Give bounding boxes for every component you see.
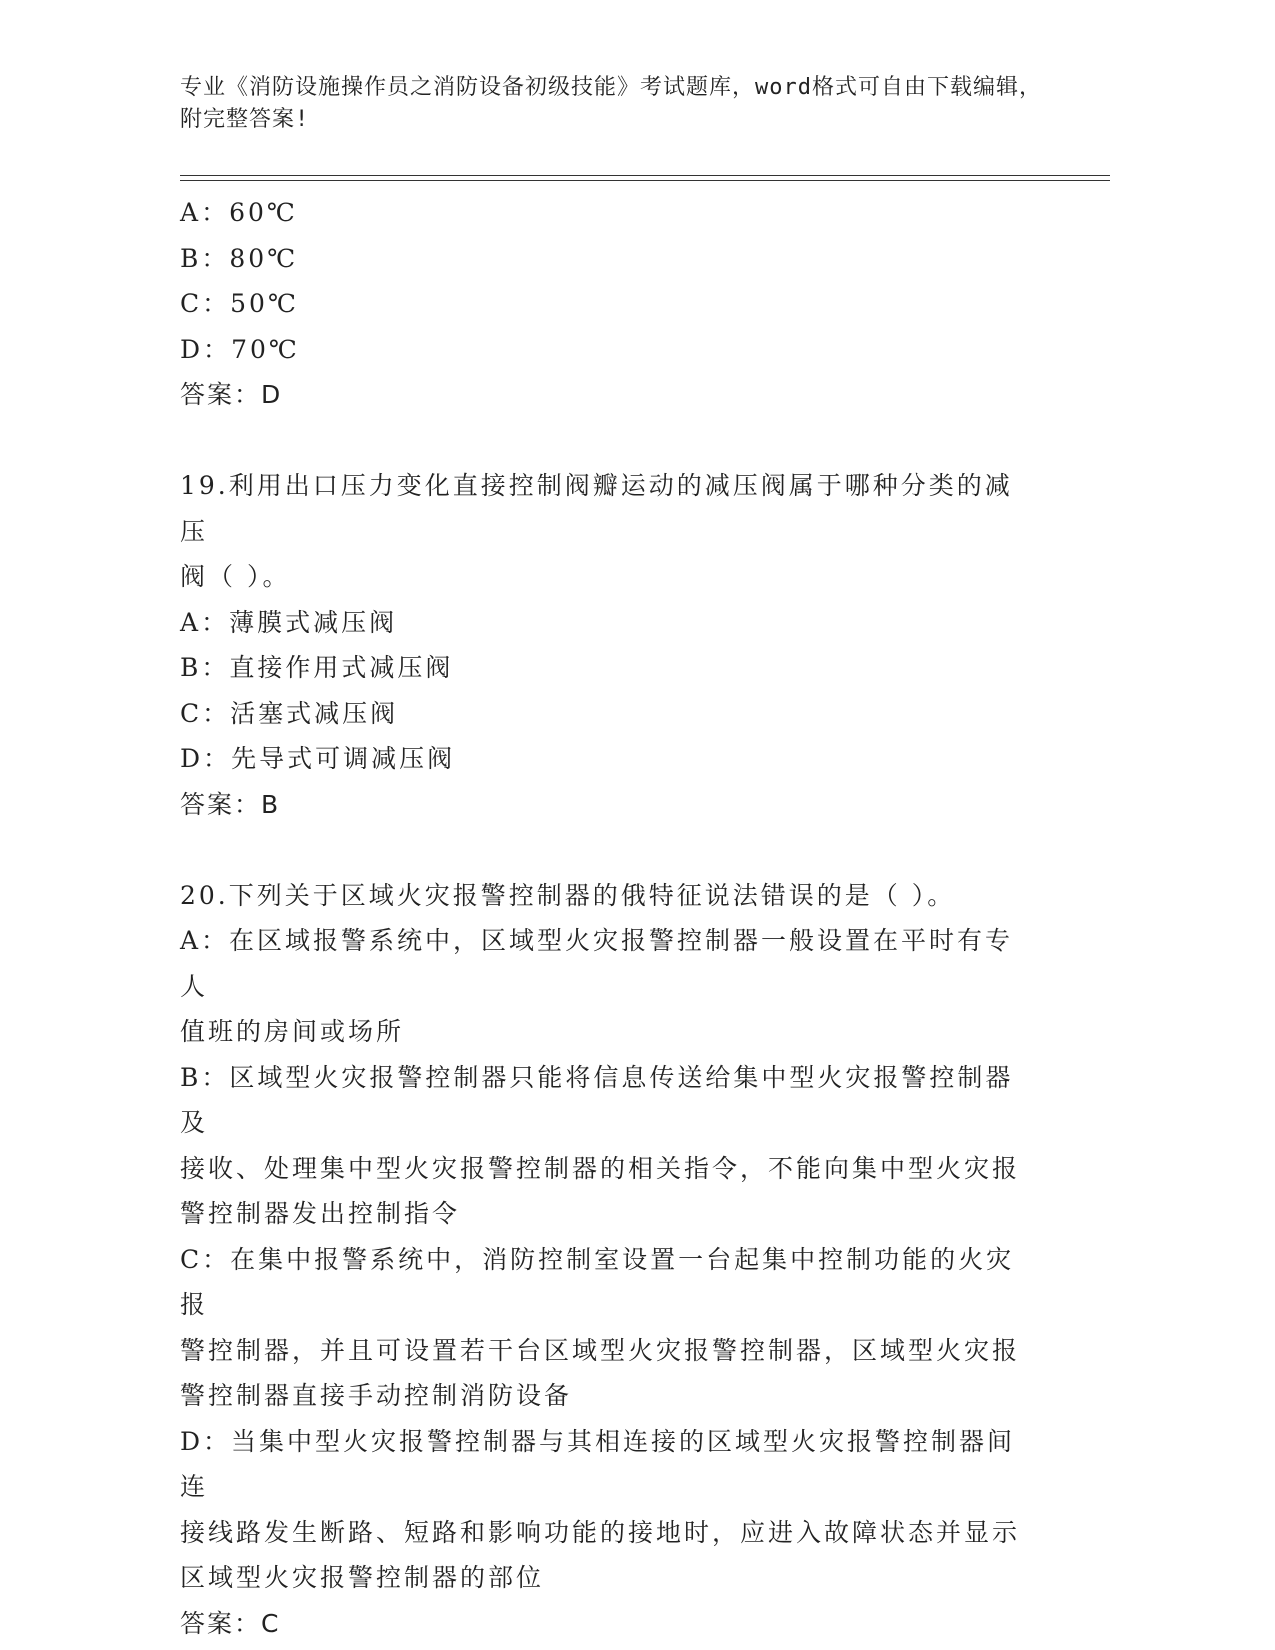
answer-19: 答案：B xyxy=(180,789,281,819)
option-d: D：70℃ xyxy=(180,334,300,364)
question-18 xyxy=(180,190,1040,418)
option-b-cont: 警控制器发出控制指令 xyxy=(180,1199,461,1228)
question-stem-cont: 阀（ ）。 xyxy=(180,562,291,591)
option-a: A：在区域报警系统中，区域型火灾报警控制器一般设置在平时有专人 xyxy=(180,926,1014,1001)
question-stem: 20.下列关于区域火灾报警控制器的俄特征说法错误的是（ ）。 xyxy=(180,880,956,910)
option-a-cont: 值班的房间或场所 xyxy=(180,1017,405,1046)
question-19 xyxy=(180,463,1040,828)
option-d: D：当集中型火灾报警控制器与其相连接的区域型火灾报警控制器间连 xyxy=(180,1426,1016,1501)
option-c-cont: 警控制器直接手动控制消防设备 xyxy=(180,1381,573,1410)
answer-20: 答案：C xyxy=(180,1608,281,1638)
option-b-cont: 接收、处理集中型火灾报警控制器的相关指令，不能向集中型火灾报 xyxy=(180,1153,1021,1183)
document-body xyxy=(180,190,1040,1647)
option-b: B：区域型火灾报警控制器只能将信息传送给集中型火灾报警控制器及 xyxy=(180,1062,1014,1137)
option-c-cont: 警控制器，并且可设置若干台区域型火灾报警控制器，区域型火灾报 xyxy=(180,1335,1021,1365)
option-c: C：50℃ xyxy=(180,289,299,318)
header-divider-top xyxy=(180,175,1110,176)
option-b: B：80℃ xyxy=(180,243,299,273)
option-d-cont: 接线路发生断路、短路和影响功能的接地时，应进入故障状态并显示 xyxy=(180,1517,1021,1547)
option-c: C：在集中报警系统中，消防控制室设置一台起集中控制功能的火灾报 xyxy=(180,1244,1015,1319)
document-header: 专业《消防设施操作员之消防设备初级技能》考试题库，word格式可自由下载编辑，附完整答案! xyxy=(180,75,1042,132)
header-divider-bottom xyxy=(180,180,1110,181)
option-a: A：60℃ xyxy=(180,198,298,227)
option-d-cont: 区域型火灾报警控制器的部位 xyxy=(180,1563,545,1592)
option-a: A：薄膜式减压阀 xyxy=(180,607,398,637)
question-stem: 19.利用出口压力变化直接控制阀瓣运动的减压阀属于哪种分类的减压 xyxy=(180,471,1013,546)
option-c: C：活塞式减压阀 xyxy=(180,698,399,728)
option-d: D：先导式可调减压阀 xyxy=(180,744,456,773)
question-20 xyxy=(180,873,1040,1647)
option-b: B：直接作用式减压阀 xyxy=(180,653,454,682)
answer-18: 答案：D xyxy=(180,380,283,409)
